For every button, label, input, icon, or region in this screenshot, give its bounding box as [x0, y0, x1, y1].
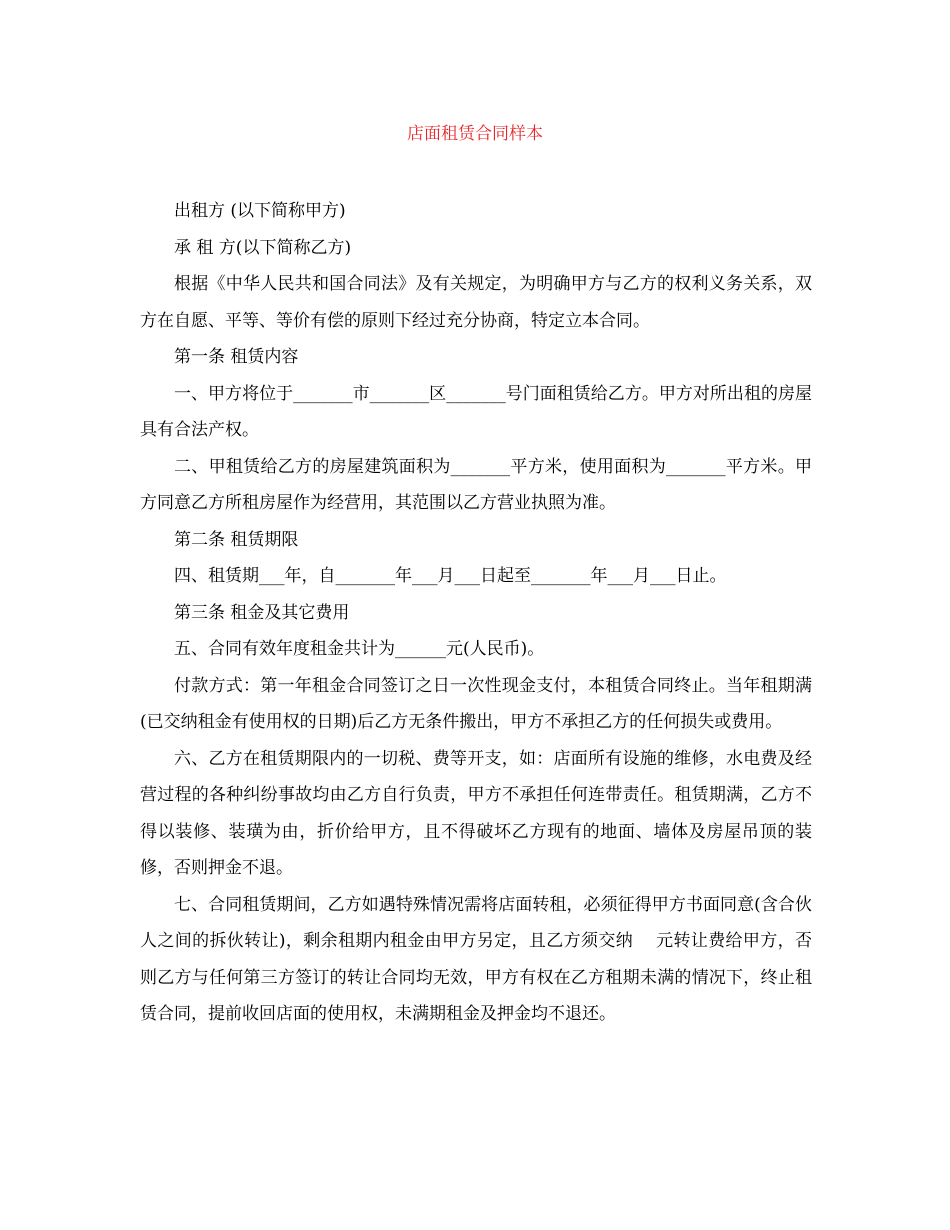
- paragraph-preamble: 根据《中华人民共和国合同法》及有关规定，为明确甲方与乙方的权利义务关系，双方在自愿、平等、等价有偿的原则下经过充分协商，特定立本合同。: [140, 274, 812, 331]
- section-heading-rent-fees: 第三条 租金及其它费用: [174, 602, 350, 623]
- clause-four: 四、租赁期___年，自_______年___月___日起至_______年___月___日止。: [174, 566, 727, 586]
- paragraph-lessor: 出租方 (以下简称甲方): [174, 201, 346, 221]
- section-heading-lease-content: 第一条 租赁内容: [174, 347, 299, 367]
- clause-six: 六、乙方在租赁期限内的一切税、费等开支，如：店面所有设施的维修，水电费及经营过程的各种纠纷事故均由乙方自行负责，甲方不承担任何连带责任。租赁期满，乙方不得以装修、装璜为由，折价给甲方，且不得破坏乙方现有的地面、墙体及房屋吊顶的装修，否则押金不退。: [140, 748, 812, 878]
- section-heading-lease-term: 第二条 租赁期限: [174, 529, 299, 550]
- clause-one: 一、甲方将位于_______市_______区_______号门面租赁给乙方。甲方对所出租的房屋具有合法产权。: [140, 383, 812, 440]
- clause-seven: 七、合同租赁期间，乙方如遇特殊情况需将店面转租，必须征得甲方书面同意(含合伙人之间的拆伙转让)，剩余租期内租金由甲方另定，且乙方须交纳 元转让费给甲方，否则乙方与任何第三方签订的转让合同均无效，甲方有权在乙方租期未满的情况下，终止租赁合同，提前收回店面的使用权，未满期租金及押金均不退还。: [140, 894, 812, 1024]
- clause-two: 二、甲租赁给乙方的房屋建筑面积为_______平方米，使用面积为_______平方米。甲方同意乙方所租房屋作为经营用，其范围以乙方营业执照为准。: [140, 456, 812, 513]
- payment-method-paragraph: 付款方式：第一年租金合同签订之日一次性现金支付，本租赁合同终止。当年租期满(已交纳租金有使用权的日期)后乙方无条件搬出，甲方不承担乙方的任何损失或费用。: [140, 675, 812, 732]
- clause-five: 五、合同有效年度租金共计为______元(人民币)。: [174, 639, 545, 659]
- paragraph-lessee: 承 租 方(以下简称乙方): [174, 237, 352, 258]
- document-body: [140, 193, 812, 1033]
- document-title: 店面租赁合同样本: [407, 124, 543, 144]
